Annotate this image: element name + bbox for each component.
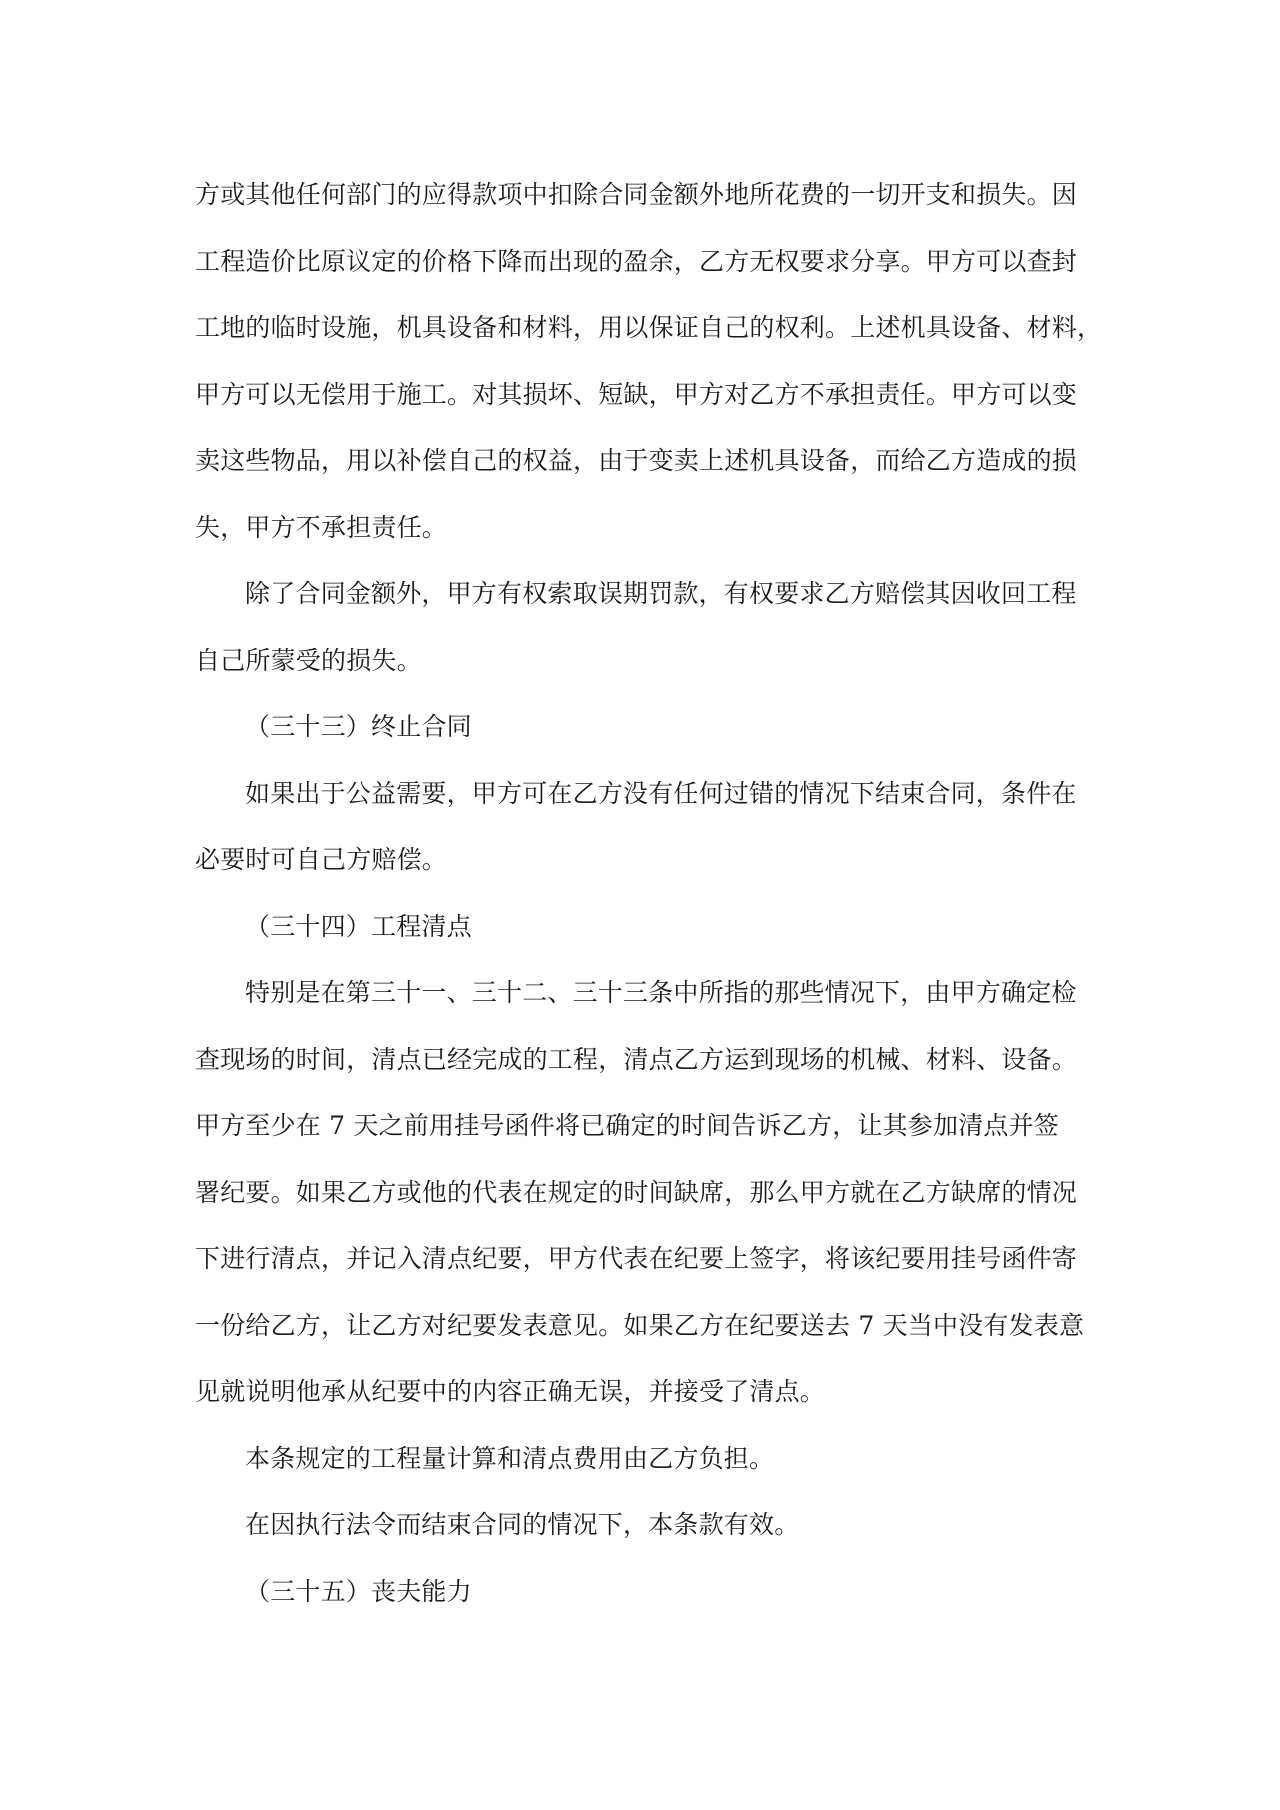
paragraph-line: 必要时可自己方赔偿。 (195, 845, 448, 874)
paragraph-line: 卖这些物品，用以补偿自己的权益，由于变卖上述机具设备，而给乙方造成的损 (195, 446, 1078, 475)
paragraph-line: 失，甲方不承担责任。 (195, 512, 448, 542)
paragraph-line: 本条规定的工程量计算和清点费用由乙方负担。 (245, 1443, 775, 1473)
paragraph-line: 查现场的时间，清点已经完成的工程，清点乙方运到现场的机械、材料、设备。 (195, 1044, 1078, 1074)
section-heading: （三十五）丧夫能力 (245, 1576, 472, 1606)
paragraph-line: 自己所蒙受的损失。 (195, 645, 422, 675)
paragraph-line: 如果出于公益需要，甲方可在乙方没有任何过错的情况下结束合同，条件在 (245, 778, 1077, 808)
paragraph-line: 在因执行法令而结束合同的情况下，本条款有效。 (245, 1510, 800, 1539)
section-heading: （三十三）终止合同 (245, 712, 472, 741)
paragraph-line: 特别是在第三十一、三十二、三十三条中所指的那些情况下，由甲方确定检 (245, 978, 1077, 1007)
paragraph-line: 除了合同金额外，甲方有权索取误期罚款，有权要求乙方赔偿其因收回工程 (245, 579, 1077, 608)
paragraph-line: 一份给乙方，让乙方对纪要发表意见。如果乙方在纪要送去 7 天当中没有发表意 (195, 1310, 1085, 1340)
paragraph-line: 见就说明他承从纪要中的内容正确无误，并接受了清点。 (195, 1377, 826, 1406)
paragraph-line: 下进行清点，并记入清点纪要，甲方代表在纪要上签字，将该纪要用挂号函件寄 (195, 1244, 1078, 1273)
document-page (195, 162, 1103, 1625)
paragraph-line: 署纪要。如果乙方或他的代表在规定的时间缺席，那么甲方就在乙方缺席的情况 (195, 1177, 1078, 1207)
paragraph-line: 甲方可以无偿用于施工。对其损坏、短缺，甲方对乙方不承担责任。甲方可以变 (195, 379, 1078, 409)
paragraph-line: 甲方至少在 7 天之前用挂号函件将已确定的时间告诉乙方，让其参加清点并签 (195, 1111, 1060, 1140)
paragraph-line: 工地的临时设施，机具设备和材料，用以保证自己的权利。上述机具设备、材料， (195, 313, 1103, 342)
paragraph-line: 工程造价比原议定的价格下降而出现的盈余，乙方无权要求分享。甲方可以查封 (195, 246, 1078, 276)
section-heading: （三十四）工程清点 (245, 911, 472, 941)
paragraph-line: 方或其他任何部门的应得款项中扣除合同金额外地所花费的一切开支和损失。因 (195, 180, 1078, 209)
